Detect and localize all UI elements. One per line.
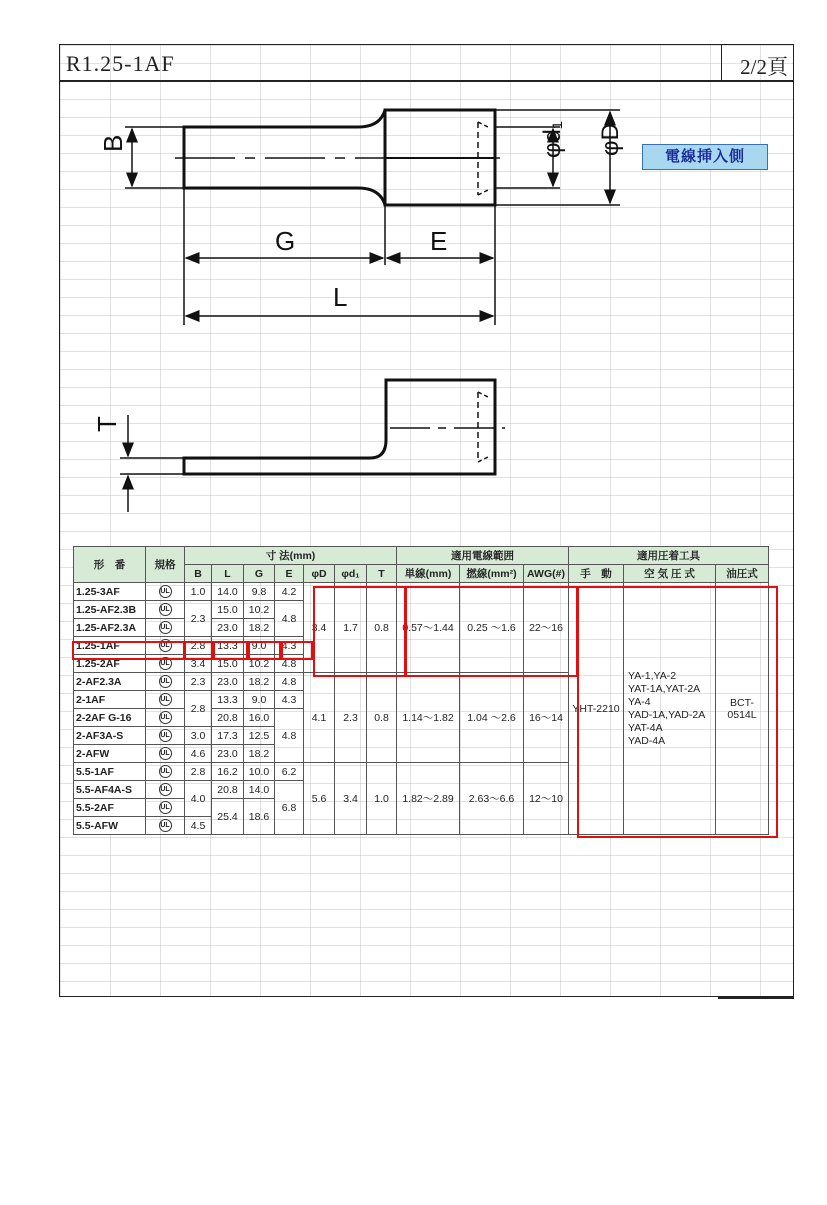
ul-icon: UL [159,639,172,652]
col-pneumatic: 空 気 圧 式 [624,565,716,583]
col-header-standard: 規格 [146,547,185,583]
terminal-drawing [0,0,827,545]
col-stranded: 撚線(mm²) [460,565,524,583]
page-number: 2/2頁 [740,55,788,79]
side-profile [184,380,495,474]
dim-label-g: G [275,226,296,256]
col-d: φD [304,565,335,583]
highlight-tools [577,586,778,838]
ul-icon: UL [159,765,172,778]
ul-icon: UL [159,585,172,598]
dim-label-l: L [333,282,348,312]
table-row: 5.5-1AF UL 2.8 16.2 10.0 6.2 5.6 3.4 1.0 1.82〜2.89 2.63〜6.6 12〜10 [74,763,769,781]
ul-icon: UL [159,657,172,670]
dim-label-d1: φd₁ [539,120,566,158]
ul-icon: UL [159,711,172,724]
col-t: T [367,565,397,583]
table-row: 1.25-2AF UL 3.4 15.0 10.2 4.8 [74,655,769,673]
highlight-e [281,641,313,660]
table-row: 5.5-AFW UL 4.5 [74,817,769,835]
col-group-dims: 寸 法(mm) [185,547,397,565]
table-row: 2-1AF UL 2.8 13.3 9.0 4.3 [74,691,769,709]
dim-label-d: φD [597,123,624,156]
col-awg: AWG(#) [524,565,569,583]
table-row: 2-AFW UL 4.6 23.0 18.2 [74,745,769,763]
pneumatic-tools: YA-1,YA-2 YAT-1A,YAT-2A YA-4 YAD-1A,YAD-2A YAT-4A YAD-4A [624,583,716,835]
col-d1: φd₁ [335,565,367,583]
col-hydraulic: 油圧式 [716,565,769,583]
ul-icon: UL [159,747,172,760]
dim-label-t: T [92,416,122,432]
dim-label-b: B [98,134,128,152]
manual-tool: YHT-2210 [569,583,624,835]
sheet-bottom-edge [718,997,794,999]
col-manual: 手 動 [569,565,624,583]
col-b: B [185,565,212,583]
wire-insert-side-label: 電線挿入側 [642,144,768,170]
col-group-wire: 適用電線範囲 [397,547,569,565]
ul-icon: UL [159,693,172,706]
highlight-g [248,641,281,660]
table-row: 5.5-2AF UL 25.4 18.6 [74,799,769,817]
table-row: 5.5-AF4A-S UL 4.0 20.8 14.0 6.8 [74,781,769,799]
dim-label-e: E [430,226,448,256]
ul-icon: UL [159,621,172,634]
table-row: 1.25-1AF UL 2.8 13.3 9.0 4.3 [74,637,769,655]
table-row: 2-AF3A-S UL 3.0 17.3 12.5 [74,727,769,745]
col-l: L [212,565,244,583]
col-g: G [244,565,275,583]
highlight-row-1-25-1af [72,641,185,660]
col-e: E [275,565,304,583]
ul-icon: UL [159,603,172,616]
highlight-b [184,641,213,660]
ul-icon: UL [159,783,172,796]
ul-icon: UL [159,819,172,832]
table-row: 1.25-AF2.3B UL 2.3 15.0 10.2 4.8 [74,601,769,619]
col-header-name: 形 番 [74,547,146,583]
table-row: 1.25-3AF UL 1.0 14.0 9.8 4.2 3.4 1.7 0.8 0.57〜1.44 0.25 〜1.6 22〜16 YHT-2210 YA-1,YA-2 YAT-1A,YAT-2A YA-4 YAD-1A,YAD-2A YAT-4A YAD-4A BCT-0514L [74,583,769,601]
ul-icon: UL [159,729,172,742]
col-solid: 単線(mm) [397,565,460,583]
table-row: 2-AF2.3A UL 2.3 23.0 18.2 4.8 4.1 2.3 0.8 1.14〜1.82 1.04 〜2.6 16〜14 [74,673,769,691]
page-title: R1.25-1AF [66,51,175,76]
hydraulic-tool: BCT-0514L [716,583,769,835]
ul-icon: UL [159,675,172,688]
highlight-l [213,641,248,660]
ul-icon: UL [159,801,172,814]
table-row: 2-2AF G-16 UL 20.8 16.0 4.8 [74,709,769,727]
col-group-tool: 適用圧着工具 [569,547,769,565]
table-row: 1.25-AF2.3A UL 23.0 18.2 [74,619,769,637]
highlight-wire-group [405,586,578,677]
highlight-dims-group [313,586,406,677]
